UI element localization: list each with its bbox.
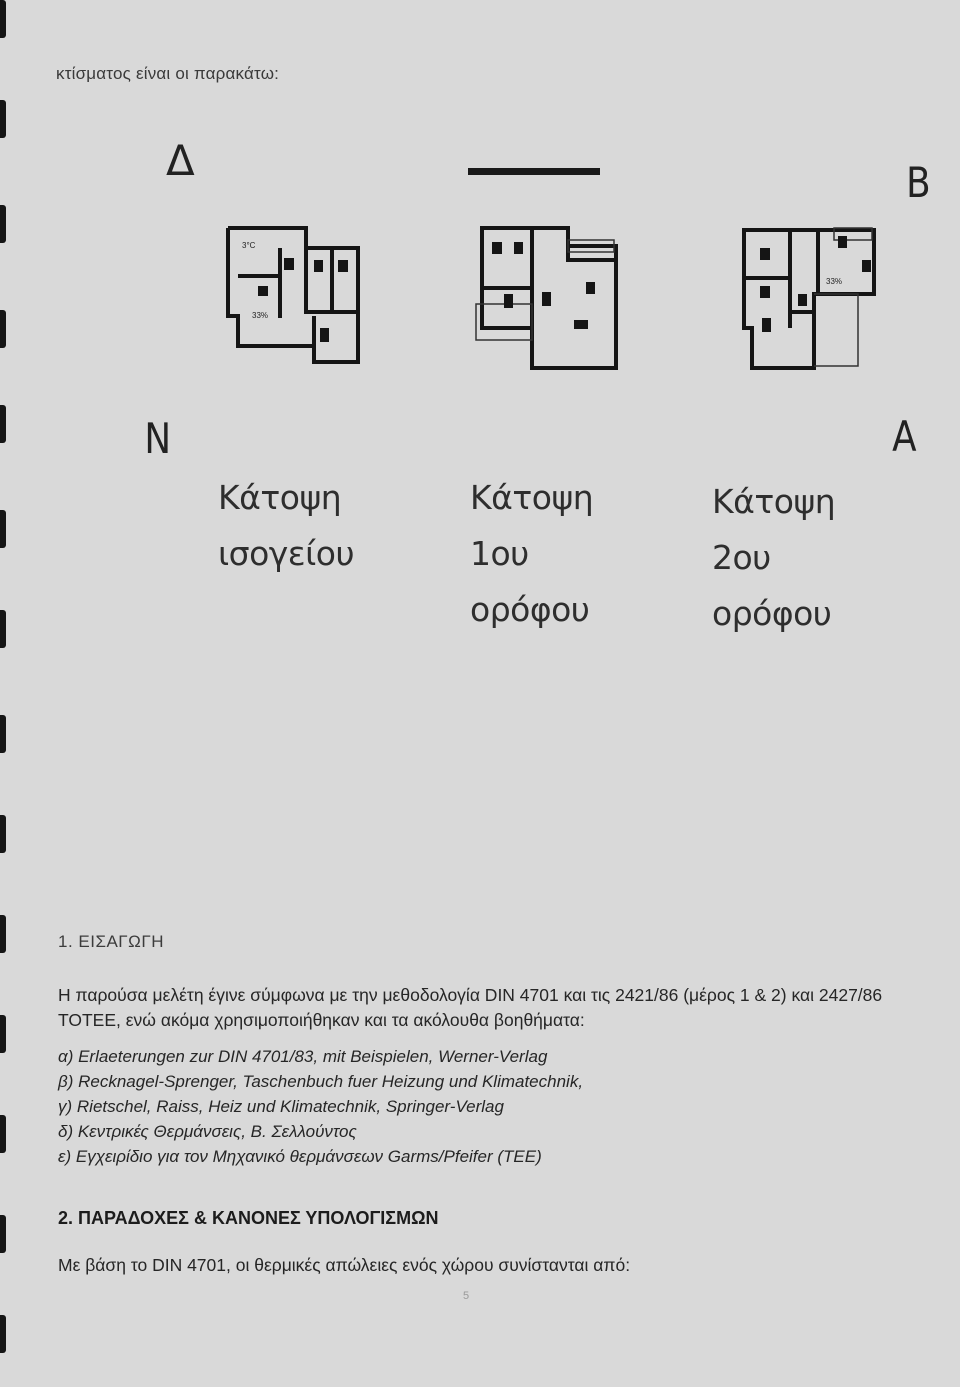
north-arrow-bar xyxy=(468,168,600,175)
compass-north-label: A xyxy=(892,412,917,461)
ground-temp-label-bottom: 33% xyxy=(252,311,269,320)
reference-item: β) Recknagel-Sprenger, Taschenbuch fuer Heizung und Klimatechnik, xyxy=(58,1072,584,1091)
intro-text: κτίσματος είναι οι παρακάτω: xyxy=(56,64,280,83)
reference-item: ε) Εγχειρίδιο για τον Μηχανικό θερμάνσεων Garms/Pfeifer (TEE) xyxy=(58,1147,542,1166)
section2-paragraph: Με βάση το DIN 4701, οι θερμικές απώλειες ενός χώρου συνίστανται από: xyxy=(58,1255,631,1275)
reference-item: α) Erlaeterungen zur DIN 4701/83, mit Beispielen, Werner-Verlag xyxy=(58,1047,548,1066)
floor-plan-ground xyxy=(222,220,364,368)
reference-item: δ) Κεντρικές Θερμάνσεις, Β. Σελλούντος xyxy=(58,1122,357,1141)
caption-second-line3: ορόφου xyxy=(712,594,832,633)
ground-temp-label-top: 3°C xyxy=(242,241,256,250)
compass-south-label: N xyxy=(144,414,172,463)
caption-second-floor xyxy=(712,474,835,642)
compass-east-label: B xyxy=(906,158,931,207)
reference-item: γ) Rietschel, Raiss, Heiz und Klimatechnik, Springer-Verlag xyxy=(58,1097,504,1116)
caption-first-line1: Κάτοψη xyxy=(470,478,594,517)
caption-ground-floor xyxy=(218,470,354,582)
caption-first-floor xyxy=(470,470,593,638)
caption-first-line2: 1ου xyxy=(470,534,529,573)
caption-ground-line2: ισογείου xyxy=(218,534,355,573)
reference-list xyxy=(58,1044,583,1169)
compass-west-label: Δ xyxy=(166,136,195,185)
section1-paragraph: Η παρούσα μελέτη έγινε σύμφωνα με την μεθοδολογία DIN 4701 και τις 2421/86 (μέρος 1 & 2) και 2427/86 ΤΟΤΕΕ, ενώ ακόμα χρησιμοποιήθηκαν και τα ακόλουθα βοηθήματα: xyxy=(58,985,883,1030)
caption-second-line2: 2ου xyxy=(712,538,771,577)
second-temp-label: 33% xyxy=(826,277,843,286)
caption-first-line3: ορόφου xyxy=(470,590,590,629)
floor-plan-first xyxy=(474,220,620,370)
binding-holes xyxy=(0,0,14,1387)
section1-heading: 1. ΕΙΣΑΓΩΓΗ xyxy=(58,932,165,951)
caption-ground-line1: Κάτοψη xyxy=(218,478,342,517)
caption-second-line1: Κάτοψη xyxy=(712,482,836,521)
section2-heading: 2. ΠΑΡΑΔΟΧΕΣ & ΚΑΝΟΝΕΣ ΥΠΟΛΟΓΙΣΜΩΝ xyxy=(58,1208,439,1228)
page-number: 5 xyxy=(463,1290,470,1302)
floor-plan-second xyxy=(734,220,880,370)
